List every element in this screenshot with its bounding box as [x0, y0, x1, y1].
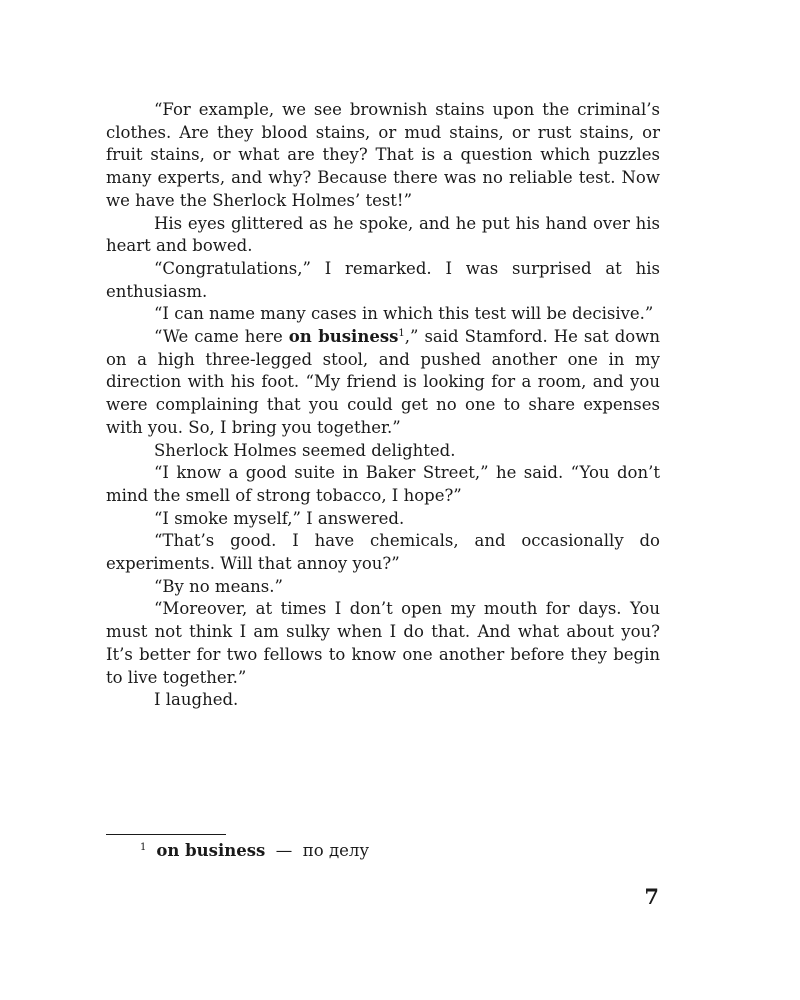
paragraph-text: “We came here	[154, 327, 289, 347]
paragraph-text: “That’s good. I have chemicals, and occasionally do experiments. Will that annoy you?”	[106, 531, 660, 574]
paragraph	[106, 326, 660, 440]
paragraph-text: “Moreover, at times I don’t open my mouth for days. You must not think I am sulky when I do that. And what about you? It’s better for two fellows to know one another before they begin to live together.”	[106, 599, 660, 687]
paragraph-text: ,” said Stamford. He sat down on a high three-legged stool, and pushed another one in my direction with his foot. “My friend is looking for a room, and you were complaining that you could get no one to share expenses with you. So, I bring you together.”	[106, 327, 660, 437]
paragraph	[106, 530, 660, 575]
paragraph-text: “I smoke myself,” I answered.	[154, 508, 405, 528]
paragraph	[106, 508, 660, 531]
paragraph-text: “For example, we see brownish stains upon the criminal’s clothes. Are they blood stains, or mud stains, or rust stains, or fruit stains, or what are they? That is a question which puzzles many experts, and why? Because there was no reliable test. Now we have the Sherlock Holmes’ test!”	[106, 100, 660, 210]
paragraph-text: Sherlock Holmes seemed delighted.	[154, 440, 456, 460]
footnote	[140, 840, 660, 862]
bold-term: on business	[288, 327, 399, 347]
footnote-ref: 1	[398, 328, 405, 340]
paragraph	[106, 440, 660, 463]
paragraph-text: I laughed.	[154, 690, 239, 710]
paragraph-text: “I know a good suite in Baker Street,” he said. “You don’t mind the smell of strong tobacco, I hope?”	[106, 463, 660, 505]
paragraph	[106, 99, 660, 213]
paragraph	[106, 213, 660, 258]
footnote-dash: —	[275, 841, 293, 860]
footnote-term: on business	[156, 841, 266, 860]
footnote-translation: по делу	[302, 841, 370, 860]
paragraph-text: “By no means.”	[154, 576, 283, 596]
paragraph	[106, 576, 660, 599]
footnote-number: 1	[140, 842, 147, 853]
page-number: 7	[644, 884, 659, 909]
paragraph	[106, 258, 660, 303]
paragraph-text: His eyes glittered as he spoke, and he put his hand over his heart and bowed.	[106, 213, 660, 256]
footnote-divider	[106, 834, 226, 835]
paragraph-text: “Congratulations,” I remarked. I was surprised at his enthusiasm.	[106, 258, 660, 301]
paragraph	[106, 689, 660, 712]
paragraph	[106, 462, 660, 507]
paragraph	[106, 303, 660, 326]
body-text	[106, 99, 660, 712]
paragraph-text: “I can name many cases in which this test will be decisive.”	[154, 304, 654, 324]
paragraph	[106, 598, 660, 689]
